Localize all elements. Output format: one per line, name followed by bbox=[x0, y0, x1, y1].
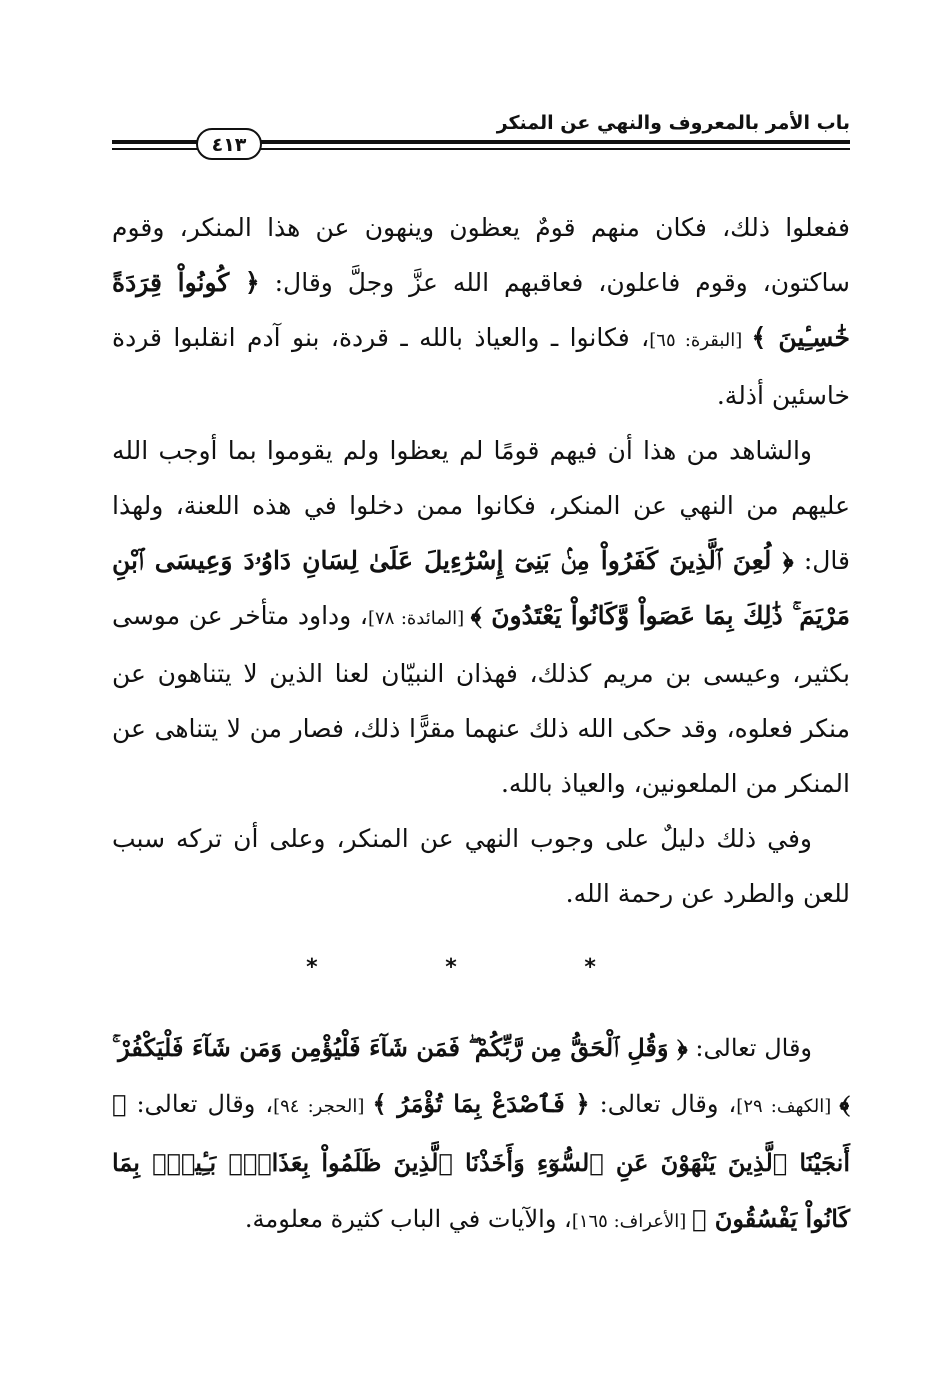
paragraph-text: ، فكانوا ـ والعياذ بالله ـ قردة، بنو آدم انقلبوا قردة خاسئين أذلة. bbox=[112, 323, 850, 410]
quran-verse: ﴿ وَقُلِ ٱلْحَقُّ مِن رَّبِّكُمْ ۖ فَمَن شَآءَ فَلْيُؤْمِن وَمَن شَآءَ فَلْيَكْفُرْ ۚ ﴾ bbox=[112, 1033, 851, 1118]
verse-reference: [البقرة: ٦٥] bbox=[649, 330, 752, 351]
quran-verse: ﴿ كُونُواْ قِرَدَةً خَٰسِـِٔينَ ﴾ bbox=[112, 268, 850, 352]
paragraph-text: وقال تعالى: bbox=[687, 1034, 813, 1062]
quran-verse: ﴿ لُعِنَ ٱلَّذِينَ كَفَرُواْ مِنۢ بَنِىٓ إِسْرَٰٓءِيلَ عَلَىٰ لِسَانِ دَاوُۥدَ وَعِيسَى ٱبْنِ مَرْيَمَ ۚ ذَٰلِكَ بِمَا عَصَواْ وَّكَانُواْ يَعْتَدُونَ ﴾ bbox=[112, 546, 850, 630]
paragraph-3 bbox=[112, 811, 850, 921]
paragraph-4 bbox=[112, 1020, 850, 1250]
main-text bbox=[112, 200, 850, 921]
paragraph-1 bbox=[112, 200, 850, 423]
paragraph-text: ففعلوا ذلك، فكان منهم قومٌ يعظون وينهون عن هذا المنكر، وقوم ساكتون، وقوم فاعلون، فعاقبهم الله عزَّ وجلَّ وقال: bbox=[112, 213, 851, 297]
quran-verse: ﴿ فَٱصْدَعْ بِمَا تُؤْمَرُ ﴾ bbox=[372, 1089, 590, 1118]
verse-reference: [الكهف: ٢٩] bbox=[736, 1096, 840, 1117]
quran-verse: ﴿ أَنجَيْنَا ٱلَّذِينَ يَنْهَوْنَ عَنِ ٱلسُّوٓءِ وَأَخَذْنَا ٱلَّذِينَ ظَلَمُواْ بِعَذَابٍۭ بَـِٔيسٍۭ بِمَا كَانُواْ يَفْسُقُونَ ﴾ bbox=[112, 1089, 850, 1233]
paragraph-text: ، وداود متأخر عن موسى بكثير، وعيسى بن مريم كذلك، فهذان النبيّان لعنا الذين لا يتناهون عن منكر فعلوه، وقد حكى الله ذلك عنهما مقرًّا ذلك، فصار من لا يتناهى عن المنكر من الملعونين، والعياذ بالله. bbox=[112, 601, 850, 798]
paragraph-text: ، وقال تعالى: bbox=[126, 1090, 274, 1118]
section-2-text bbox=[112, 1020, 850, 1250]
paragraph-text: ، والآيات في الباب كثيرة معلومة. bbox=[244, 1205, 572, 1233]
paragraph-text: وفي ذلك دليلٌ على وجوب النهي عن المنكر، وعلى أن تركه سبب للعن والطرد عن رحمة الله. bbox=[112, 824, 850, 908]
verse-reference: [الحجر: ٩٤] bbox=[273, 1096, 373, 1117]
paragraph-text: ، وقال تعالى: bbox=[589, 1090, 737, 1118]
paragraph-2 bbox=[112, 423, 850, 811]
chapter-title: باب الأمر بالمعروف والنهي عن المنكر bbox=[496, 112, 850, 134]
page-number: ٤١٣ bbox=[196, 128, 262, 160]
section-separator: * * * bbox=[306, 955, 656, 980]
verse-reference: [المائدة: ٧٨] bbox=[368, 608, 471, 629]
paragraph-text: والشاهد من هذا أن فيهم قومًا لم يعظوا ولم يقوموا بما أوجب الله عليهم من النهي عن المنكر، فكانوا ممن دخلوا في هذه اللعنة، ولهذا قال: bbox=[112, 436, 850, 575]
verse-reference: [الأعراف: ١٦٥] bbox=[571, 1211, 692, 1232]
